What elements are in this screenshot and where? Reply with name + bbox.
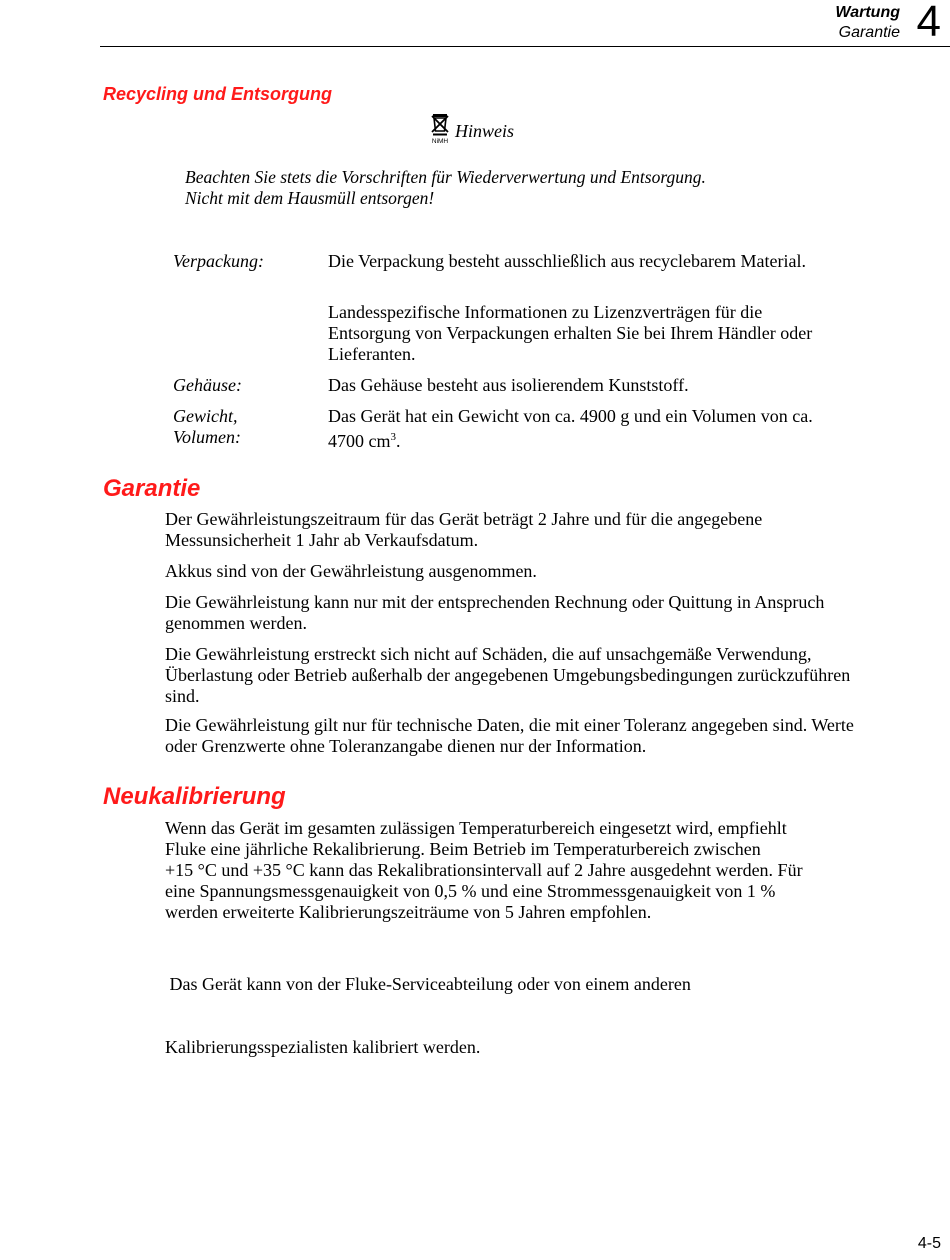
running-header-subsection: Garantie bbox=[838, 24, 900, 41]
def-gewicht bbox=[328, 406, 833, 452]
heading-garantie: Garantie bbox=[103, 475, 201, 502]
note-label: Hinweis bbox=[455, 121, 515, 141]
term-verpackung: Verpackung: bbox=[173, 251, 264, 271]
heading-recycling: Recycling und Entsorgung bbox=[103, 84, 333, 104]
page-number: 4-5 bbox=[917, 1235, 941, 1252]
garantie-paragraph-4: Die Gewährleistung erstreckt sich nicht auf Schäden, die auf unsachgemäße Verwendung, Überlastung oder Betrieb außerhalb der angegebenen Umgebungsbedingungen zurückzuführen sind. bbox=[165, 644, 851, 706]
neukal-line: Fluke eine jährliche Rekalibrierung. Beim Betrieb im Temperaturbereich zwischen bbox=[165, 839, 761, 859]
garantie-paragraph-5: Die Gewährleistung gilt nur für technische Daten, die mit einer Toleranz angegeben sind. Werte oder Grenzwerte ohne Toleranzangabe dienen nur der Information. bbox=[165, 715, 854, 756]
term-gewicht-line1: Gewicht, bbox=[173, 406, 238, 426]
nimh-battery-disposal-icon bbox=[430, 112, 452, 146]
term-gewicht bbox=[173, 406, 241, 448]
neukal-line: Wenn das Gerät im gesamten zulässigen Temperaturbereich eingesetzt wird, empfiehlt bbox=[165, 818, 787, 838]
neukal-line: eine Spannungsmessgenauigkeit von 0,5 % und eine Strommessgenauigkeit von 1 % bbox=[165, 881, 776, 901]
term-gehaeuse: Gehäuse: bbox=[173, 375, 242, 395]
note-line: Beachten Sie stets die Vorschriften für Wiederverwertung und Entsorgung. bbox=[185, 167, 706, 187]
garantie-paragraph-2: Akkus sind von der Gewährleistung ausgenommen. bbox=[165, 561, 537, 581]
neukal-line: Das Gerät kann von der Fluke-Serviceabteilung oder von einem anderen bbox=[165, 974, 691, 994]
note-line: Nicht mit dem Hausmüll entsorgen! bbox=[185, 188, 435, 208]
running-header-section: Wartung bbox=[835, 4, 900, 21]
nimh-icon-text: NiMH bbox=[431, 138, 449, 145]
neukal-line: werden erweiterte Kalibrierungszeiträume von 5 Jahren empfohlen. bbox=[165, 902, 652, 922]
def-verpackung-1: Die Verpackung besteht ausschließlich aus recyclebarem Material. bbox=[328, 251, 806, 271]
superscript-3: 3 bbox=[390, 431, 396, 443]
garantie-paragraph-1: Der Gewährleistungszeitraum für das Gerät beträgt 2 Jahre und für die angegebene Messunsicherheit 1 Jahr ab Verkaufsdatum. bbox=[165, 509, 763, 550]
neukal-line: Kalibrierungsspezialisten kalibriert werden. bbox=[165, 1037, 481, 1057]
running-header bbox=[835, 3, 900, 43]
header-rule bbox=[100, 46, 950, 47]
def-gehaeuse: Das Gehäuse besteht aus isolierendem Kunststoff. bbox=[328, 375, 689, 395]
heading-neukalibrierung: Neukalibrierung bbox=[103, 783, 286, 810]
note-text bbox=[185, 167, 805, 209]
term-gewicht-line2: Volumen: bbox=[173, 427, 241, 447]
neukal-line: +15 °C und +35 °C kann das Rekalibrationsintervall auf 2 Jahre ausgedehnt werden. Für bbox=[165, 860, 803, 880]
def-gewicht-text: Das Gerät hat ein Gewicht von ca. 4900 g und ein Volumen von ca. 4700 cm bbox=[328, 406, 813, 451]
chapter-number: 4 bbox=[916, 0, 941, 46]
def-verpackung-2: Landesspezifische Informationen zu Lizenzverträgen für die Entsorgung von Verpackungen erhalten Sie bei Ihrem Händler oder Lieferanten. bbox=[328, 302, 813, 364]
neukal-paragraph-1 bbox=[165, 818, 865, 923]
def-gewicht-end: . bbox=[396, 431, 401, 451]
garantie-paragraph-3: Die Gewährleistung kann nur mit der entsprechenden Rechnung oder Quittung in Anspruch genommen werden. bbox=[165, 592, 825, 633]
neukal-paragraph-2 bbox=[165, 932, 865, 1079]
